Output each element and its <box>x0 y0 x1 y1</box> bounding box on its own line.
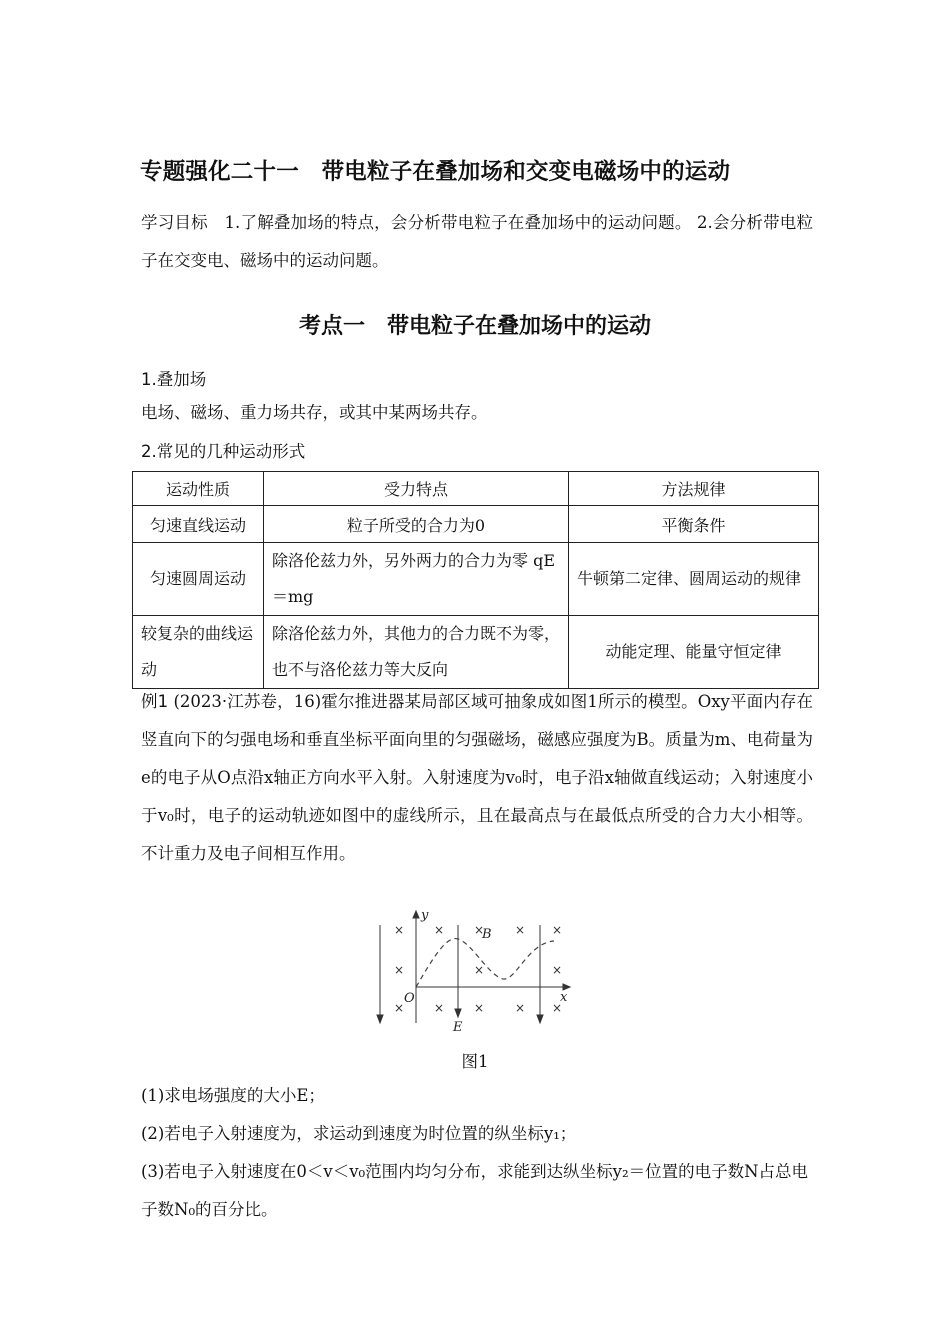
magnetic-field-label: B <box>482 927 492 942</box>
cross-mark: × <box>394 963 405 977</box>
table-cell: 粒子所受的合力为0 <box>264 506 569 543</box>
example-label: 例1 <box>141 692 169 711</box>
superposed-field-text: 电场、磁场、重力场共存，或其中某两场共存。 <box>141 403 488 422</box>
cross-mark: × <box>552 923 563 937</box>
question-2: (2)若电子入射速度为，求运动到速度为时位置的纵坐标y₁； <box>141 1124 577 1143</box>
table-cell: 除洛伦兹力外，其他力的合力既不为零，也不与洛伦兹力等大反向 <box>264 616 569 689</box>
cross-mark: × <box>515 923 526 937</box>
table-row <box>133 543 819 616</box>
table-cell: 匀速直线运动 <box>133 506 264 543</box>
x-axis-label: x <box>560 990 568 1005</box>
table-row <box>133 616 819 689</box>
table-cell: 动能定理、能量守恒定律 <box>569 616 819 689</box>
cross-mark: × <box>515 1001 526 1015</box>
table-cell: 除洛伦兹力外，另外两力的合力为零 qE＝mg <box>264 543 569 616</box>
table-header-cell: 受力特点 <box>264 472 569 506</box>
arrow-head <box>537 1015 543 1023</box>
table-header-cell: 方法规律 <box>569 472 819 506</box>
electron-trajectory <box>416 939 554 987</box>
cross-mark: × <box>434 1001 445 1015</box>
figure-1-diagram <box>370 905 580 1035</box>
cross-mark: × <box>474 923 485 937</box>
arrow-head <box>377 1015 383 1023</box>
y-axis-arrow <box>413 911 419 918</box>
table-row <box>133 506 819 543</box>
cross-mark: × <box>434 923 445 937</box>
figure-caption: 图1 <box>461 1052 489 1071</box>
learning-objectives <box>141 204 813 280</box>
objectives-label: 学习目标 <box>141 213 208 232</box>
table-cell: 匀速圆周运动 <box>133 543 264 616</box>
cross-mark: × <box>552 1001 563 1015</box>
cross-mark: × <box>394 923 405 937</box>
subheading-superposed-field: 1.叠加场 <box>141 370 207 389</box>
cross-mark: × <box>394 1001 405 1015</box>
example-problem <box>141 683 813 873</box>
origin-label: O <box>404 991 415 1006</box>
cross-mark: × <box>474 1001 485 1015</box>
y-axis-label: y <box>421 908 429 923</box>
example-text: 霍尔推进器某局部区域可抽象成如图1所示的模型。Oxy平面内存在竖直向下的匀强电场和垂直坐标平面向里的匀强磁场，磁感应强度为B。质量为m、电荷量为e的电子从O点沿x轴正方向水平入射。入射速度为v₀时，电子沿x轴做直线运动；入射速度小于v₀时，电子的运动轨迹如图中的虚线所示，且在最高点与在最低点所受的合力大小相等。不计重力及电子间相互作用。 <box>141 692 813 863</box>
page-title: 专题强化二十一 带电粒子在叠加场和交变电磁场中的运动 <box>140 159 731 185</box>
arrow-head <box>455 1009 461 1017</box>
table-cell: 牛顿第二定律、圆周运动的规律 <box>569 543 819 616</box>
cross-mark: × <box>552 963 563 977</box>
motion-forms-table <box>132 471 819 689</box>
magnetic-crosses <box>394 923 562 1015</box>
cross-mark: × <box>474 963 485 977</box>
subheading-motion-forms: 2.常见的几种运动形式 <box>141 442 306 461</box>
example-source: (2023·江苏卷，16) <box>173 692 322 711</box>
question-3: (3)若电子入射速度在0＜v＜v₀范围内均匀分布，求能到达纵坐标y₂＝位置的电子数N占总电子数N₀的百分比。 <box>141 1162 809 1219</box>
section-heading: 考点一 带电粒子在叠加场中的运动 <box>298 314 651 339</box>
objectives-text: 1.了解叠加场的特点，会分析带电粒子在叠加场中的运动问题。 2.会分析带电粒子在交变电、磁场中的运动问题。 <box>141 213 814 270</box>
table-cell: 平衡条件 <box>569 506 819 543</box>
table-cell: 较复杂的曲线运动 <box>133 616 264 689</box>
electric-field-label: E <box>453 1020 463 1035</box>
question-1: (1)求电场强度的大小E； <box>141 1086 325 1105</box>
table-header-row <box>133 472 819 506</box>
table-header-cell: 运动性质 <box>133 472 264 506</box>
